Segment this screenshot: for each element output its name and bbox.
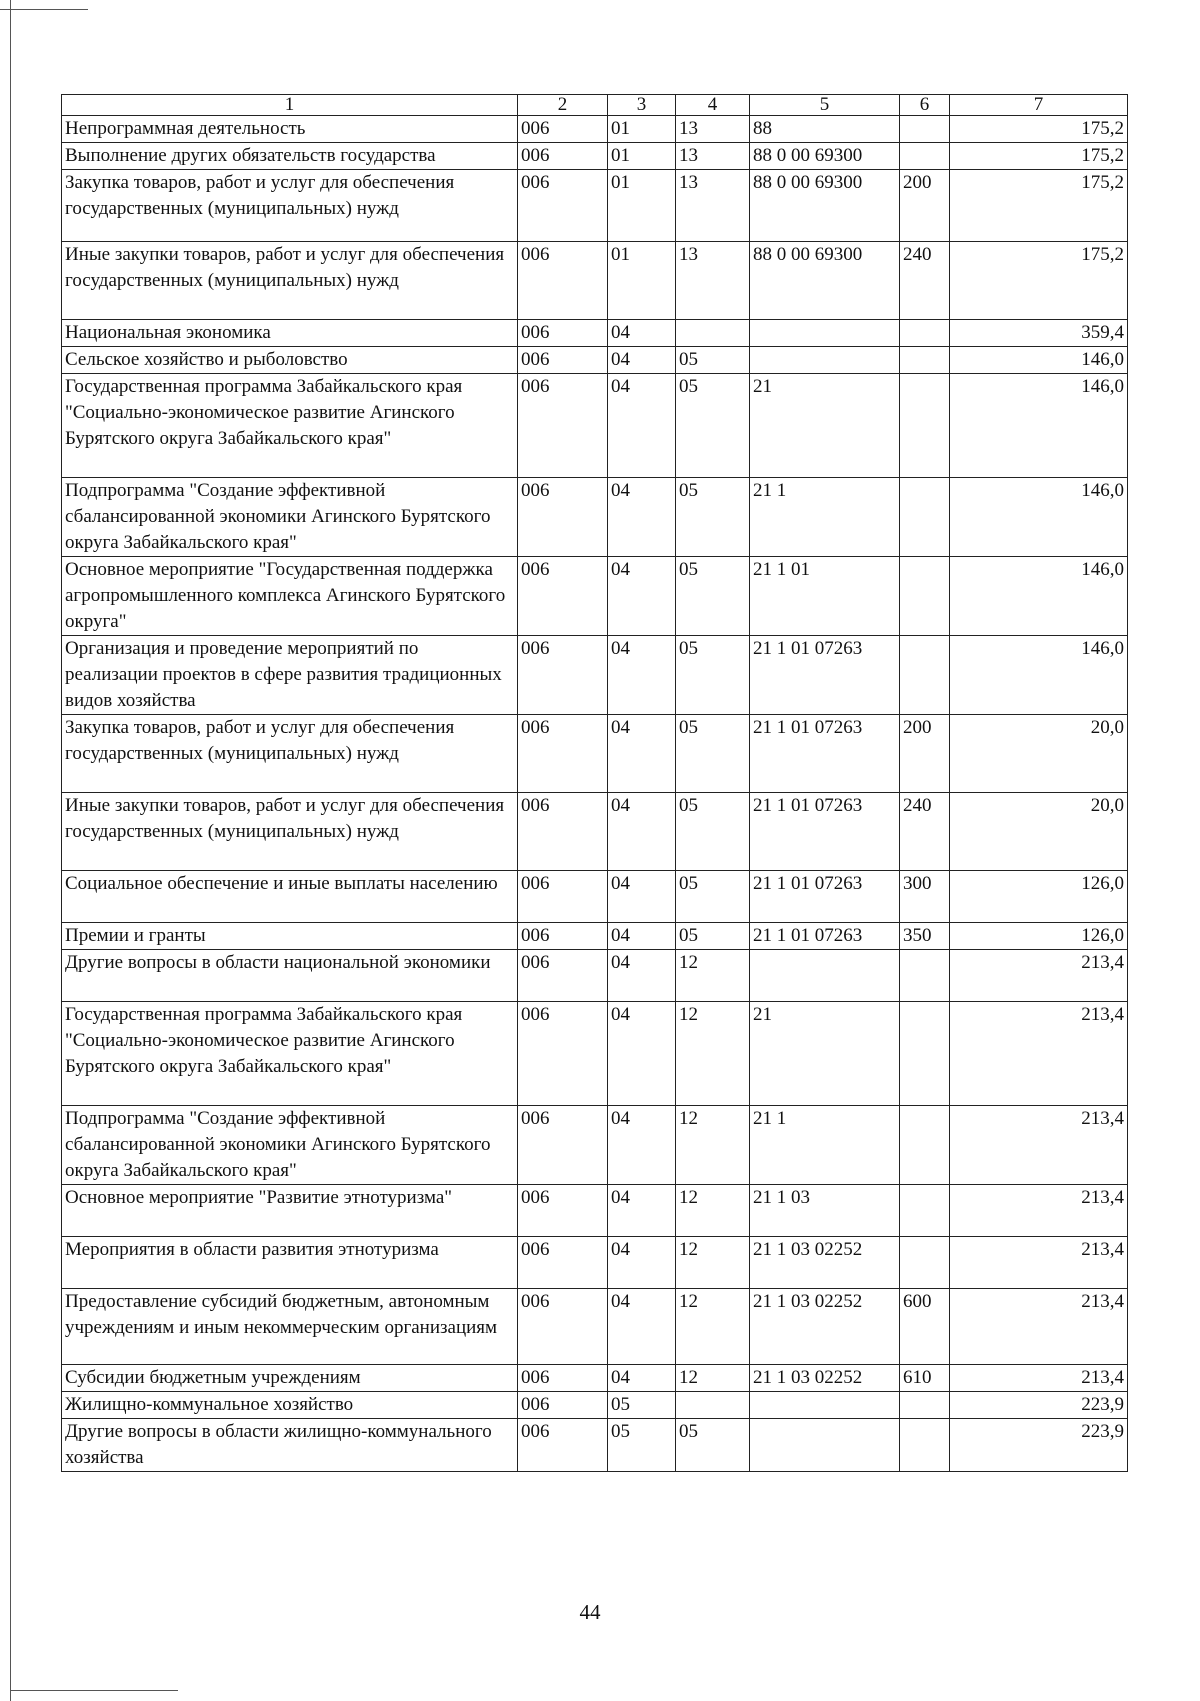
cell-target-article: 21 1 (750, 478, 900, 557)
cell-amount: 146,0 (950, 478, 1128, 557)
table-row (62, 1365, 1128, 1392)
cell-expense-type (900, 374, 950, 478)
cell-amount: 213,4 (950, 1185, 1128, 1237)
cell-ved: 006 (518, 347, 608, 374)
cell-amount: 213,4 (950, 1289, 1128, 1365)
table-row (62, 557, 1128, 636)
cell-section: 04 (608, 793, 676, 871)
cell-name: Предоставление субсидий бюджетным, автономным учреждениям и иным некоммерческим организациям (62, 1289, 518, 1365)
cell-target-article: 21 1 01 07263 (750, 636, 900, 715)
cell-amount: 213,4 (950, 950, 1128, 1002)
cell-amount: 175,2 (950, 170, 1128, 242)
cell-name: Закупка товаров, работ и услуг для обеспечения государственных (муниципальных) нужд (62, 715, 518, 793)
cell-name: Субсидии бюджетным учреждениям (62, 1365, 518, 1392)
cell-name: Подпрограмма "Создание эффективной сбалансированной экономики Агинского Бурятского округа Забайкальского края" (62, 478, 518, 557)
cell-subsection: 05 (676, 715, 750, 793)
cell-name: Сельское хозяйство и рыболовство (62, 347, 518, 374)
cell-subsection: 05 (676, 871, 750, 923)
cell-name: Закупка товаров, работ и услуг для обеспечения государственных (муниципальных) нужд (62, 170, 518, 242)
cell-section: 04 (608, 1289, 676, 1365)
table-row (62, 923, 1128, 950)
cell-amount: 213,4 (950, 1106, 1128, 1185)
table-row (62, 143, 1128, 170)
cell-section: 04 (608, 347, 676, 374)
cell-expense-type (900, 320, 950, 347)
cell-subsection: 12 (676, 950, 750, 1002)
cell-section: 04 (608, 950, 676, 1002)
cell-target-article: 88 (750, 116, 900, 143)
cell-name: Выполнение других обязательств государства (62, 143, 518, 170)
cell-target-article: 21 1 03 02252 (750, 1289, 900, 1365)
table-row (62, 347, 1128, 374)
cell-ved: 006 (518, 715, 608, 793)
cell-section: 04 (608, 557, 676, 636)
table-row (62, 1392, 1128, 1419)
cell-expense-type (900, 1185, 950, 1237)
cell-section: 04 (608, 1365, 676, 1392)
cell-target-article: 21 1 03 02252 (750, 1365, 900, 1392)
cell-expense-type: 300 (900, 871, 950, 923)
cell-expense-type (900, 1392, 950, 1419)
cell-ved: 006 (518, 478, 608, 557)
table-row (62, 374, 1128, 478)
budget-table (61, 94, 1128, 1472)
cell-subsection: 05 (676, 923, 750, 950)
cell-section: 04 (608, 923, 676, 950)
cell-expense-type: 200 (900, 715, 950, 793)
header-col-4: 4 (676, 95, 750, 116)
cell-target-article: 21 1 03 02252 (750, 1237, 900, 1289)
cell-name: Подпрограмма "Создание эффективной сбалансированной экономики Агинского Бурятского округа Забайкальского края" (62, 1106, 518, 1185)
cell-ved: 006 (518, 923, 608, 950)
cell-amount: 213,4 (950, 1365, 1128, 1392)
cell-ved: 006 (518, 1106, 608, 1185)
cell-name: Иные закупки товаров, работ и услуг для обеспечения государственных (муниципальных) нужд (62, 242, 518, 320)
cell-amount: 223,9 (950, 1392, 1128, 1419)
cell-ved: 006 (518, 950, 608, 1002)
table-row (62, 1289, 1128, 1365)
cell-ved: 006 (518, 374, 608, 478)
cell-subsection: 12 (676, 1237, 750, 1289)
cell-subsection: 12 (676, 1185, 750, 1237)
cell-subsection: 05 (676, 374, 750, 478)
cell-ved: 006 (518, 871, 608, 923)
cell-target-article: 21 1 01 07263 (750, 871, 900, 923)
page-number: 44 (579, 1600, 601, 1624)
cell-target-article: 21 (750, 374, 900, 478)
header-col-2: 2 (518, 95, 608, 116)
header-col-1: 1 (62, 95, 518, 116)
cell-subsection: 13 (676, 143, 750, 170)
cell-target-article: 21 (750, 1002, 900, 1106)
cell-target-article: 88 0 00 69300 (750, 242, 900, 320)
cell-subsection: 13 (676, 116, 750, 143)
cell-section: 04 (608, 1106, 676, 1185)
table-row (62, 320, 1128, 347)
cell-amount: 213,4 (950, 1002, 1128, 1106)
table-row (62, 116, 1128, 143)
cell-ved: 006 (518, 143, 608, 170)
cell-amount: 20,0 (950, 715, 1128, 793)
scan-edge-bottom (10, 1690, 178, 1691)
table-row (62, 950, 1128, 1002)
cell-ved: 006 (518, 557, 608, 636)
cell-subsection (676, 320, 750, 347)
cell-section: 01 (608, 170, 676, 242)
table-row (62, 1185, 1128, 1237)
cell-amount: 126,0 (950, 871, 1128, 923)
cell-ved: 006 (518, 170, 608, 242)
cell-amount: 175,2 (950, 116, 1128, 143)
cell-amount: 175,2 (950, 143, 1128, 170)
cell-target-article: 21 1 01 (750, 557, 900, 636)
cell-expense-type (900, 1419, 950, 1472)
table-row (62, 1106, 1128, 1185)
table-row (62, 1237, 1128, 1289)
cell-ved: 006 (518, 1002, 608, 1106)
cell-amount: 175,2 (950, 242, 1128, 320)
scan-edge-top (0, 9, 88, 10)
cell-expense-type (900, 1002, 950, 1106)
cell-amount: 20,0 (950, 793, 1128, 871)
cell-name: Жилищно-коммунальное хозяйство (62, 1392, 518, 1419)
cell-expense-type (900, 478, 950, 557)
cell-target-article: 88 0 00 69300 (750, 143, 900, 170)
cell-name: Иные закупки товаров, работ и услуг для обеспечения государственных (муниципальных) нужд (62, 793, 518, 871)
cell-expense-type: 350 (900, 923, 950, 950)
cell-target-article: 21 1 01 07263 (750, 793, 900, 871)
cell-name: Основное мероприятие "Развитие этнотуризма" (62, 1185, 518, 1237)
cell-expense-type: 240 (900, 793, 950, 871)
cell-target-article: 21 1 01 07263 (750, 715, 900, 793)
header-col-6: 6 (900, 95, 950, 116)
cell-section: 01 (608, 242, 676, 320)
cell-amount: 146,0 (950, 374, 1128, 478)
cell-section: 04 (608, 1237, 676, 1289)
cell-subsection: 05 (676, 1419, 750, 1472)
table-row (62, 170, 1128, 242)
cell-amount: 146,0 (950, 636, 1128, 715)
header-col-3: 3 (608, 95, 676, 116)
cell-expense-type (900, 1237, 950, 1289)
cell-ved: 006 (518, 1185, 608, 1237)
cell-subsection: 12 (676, 1365, 750, 1392)
cell-target-article: 21 1 (750, 1106, 900, 1185)
cell-expense-type: 610 (900, 1365, 950, 1392)
cell-section: 04 (608, 636, 676, 715)
cell-name: Другие вопросы в области национальной экономики (62, 950, 518, 1002)
cell-subsection: 05 (676, 347, 750, 374)
cell-subsection: 13 (676, 242, 750, 320)
table-row (62, 1419, 1128, 1472)
header-row (62, 95, 1128, 116)
cell-section: 04 (608, 320, 676, 347)
cell-name: Социальное обеспечение и иные выплаты населению (62, 871, 518, 923)
cell-expense-type (900, 116, 950, 143)
cell-section: 04 (608, 715, 676, 793)
cell-ved: 006 (518, 242, 608, 320)
cell-name: Мероприятия в области развития этнотуризма (62, 1237, 518, 1289)
cell-amount: 223,9 (950, 1419, 1128, 1472)
cell-name: Другие вопросы в области жилищно-коммунального хозяйства (62, 1419, 518, 1472)
cell-expense-type: 600 (900, 1289, 950, 1365)
cell-target-article: 88 0 00 69300 (750, 170, 900, 242)
table-row (62, 478, 1128, 557)
cell-expense-type (900, 143, 950, 170)
cell-section: 05 (608, 1419, 676, 1472)
cell-target-article: 21 1 01 07263 (750, 923, 900, 950)
cell-target-article (750, 950, 900, 1002)
cell-expense-type (900, 636, 950, 715)
cell-section: 04 (608, 1002, 676, 1106)
cell-name: Непрограммная деятельность (62, 116, 518, 143)
table-row (62, 636, 1128, 715)
header-col-5: 5 (750, 95, 900, 116)
cell-ved: 006 (518, 1365, 608, 1392)
cell-name: Национальная экономика (62, 320, 518, 347)
cell-ved: 006 (518, 320, 608, 347)
cell-subsection: 05 (676, 636, 750, 715)
cell-name: Премии и гранты (62, 923, 518, 950)
cell-ved: 006 (518, 793, 608, 871)
cell-section: 04 (608, 871, 676, 923)
cell-subsection: 05 (676, 793, 750, 871)
cell-section: 04 (608, 1185, 676, 1237)
cell-expense-type: 240 (900, 242, 950, 320)
table-row (62, 871, 1128, 923)
cell-ved: 006 (518, 1392, 608, 1419)
cell-name: Основное мероприятие "Государственная поддержка агропромышленного комплекса Агинского Бурятского округа" (62, 557, 518, 636)
cell-subsection: 12 (676, 1106, 750, 1185)
table-row (62, 793, 1128, 871)
cell-section: 01 (608, 116, 676, 143)
cell-target-article (750, 347, 900, 374)
table-row (62, 715, 1128, 793)
cell-subsection: 12 (676, 1289, 750, 1365)
cell-expense-type (900, 347, 950, 374)
cell-target-article (750, 1392, 900, 1419)
cell-target-article (750, 1419, 900, 1472)
cell-section: 04 (608, 478, 676, 557)
cell-expense-type (900, 557, 950, 636)
cell-target-article (750, 320, 900, 347)
cell-subsection: 05 (676, 478, 750, 557)
cell-expense-type: 200 (900, 170, 950, 242)
cell-amount: 213,4 (950, 1237, 1128, 1289)
cell-name: Государственная программа Забайкальского края "Социально-экономическое развитие Агинского Бурятского округа Забайкальского края" (62, 1002, 518, 1106)
cell-expense-type (900, 950, 950, 1002)
header-col-7: 7 (950, 95, 1128, 116)
table-row (62, 1002, 1128, 1106)
cell-section: 05 (608, 1392, 676, 1419)
cell-name: Государственная программа Забайкальского края "Социально-экономическое развитие Агинского Бурятского округа Забайкальского края" (62, 374, 518, 478)
table-row (62, 242, 1128, 320)
cell-ved: 006 (518, 636, 608, 715)
cell-target-article: 21 1 03 (750, 1185, 900, 1237)
cell-ved: 006 (518, 1289, 608, 1365)
cell-section: 04 (608, 374, 676, 478)
cell-subsection (676, 1392, 750, 1419)
table-body (62, 116, 1128, 1472)
cell-amount: 359,4 (950, 320, 1128, 347)
cell-ved: 006 (518, 1419, 608, 1472)
cell-amount: 146,0 (950, 347, 1128, 374)
cell-name: Организация и проведение мероприятий по реализации проектов в сфере развития традиционных видов хозяйства (62, 636, 518, 715)
cell-subsection: 12 (676, 1002, 750, 1106)
scan-edge-left (10, 0, 11, 1701)
cell-ved: 006 (518, 1237, 608, 1289)
cell-expense-type (900, 1106, 950, 1185)
cell-subsection: 05 (676, 557, 750, 636)
cell-section: 01 (608, 143, 676, 170)
cell-subsection: 13 (676, 170, 750, 242)
cell-amount: 126,0 (950, 923, 1128, 950)
cell-amount: 146,0 (950, 557, 1128, 636)
cell-ved: 006 (518, 116, 608, 143)
